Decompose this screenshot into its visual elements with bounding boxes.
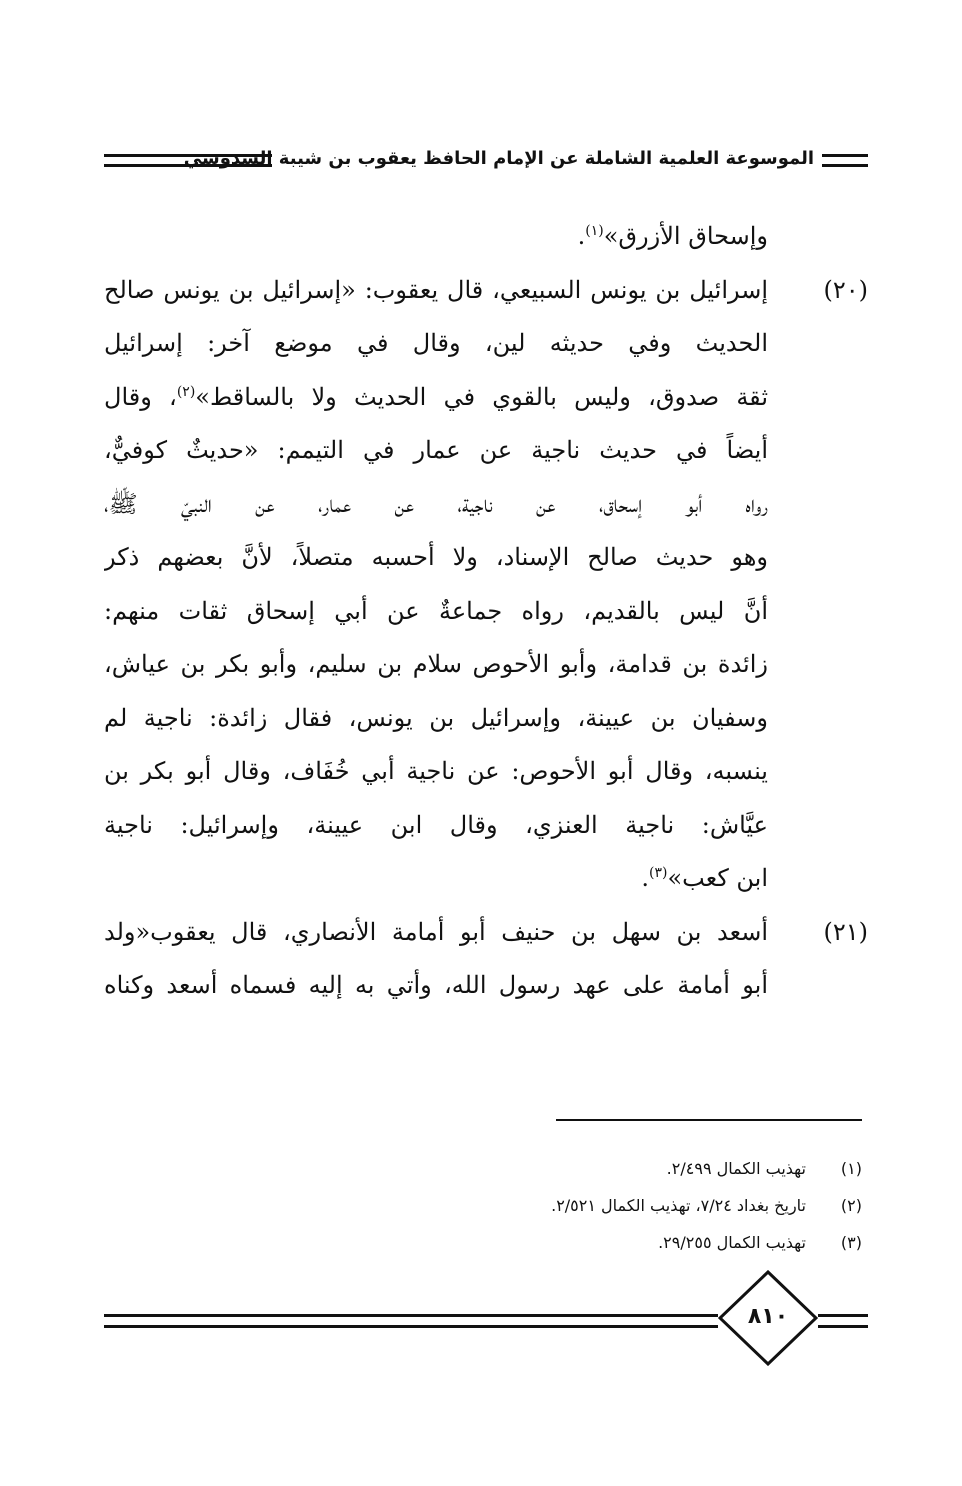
bottom-rule-left (104, 1314, 718, 1328)
entry-line: زائدة بن قدامة، وأبو الأحوص سلام بن سليم، وأبو بكر بن عياش، (104, 650, 768, 678)
footnote (162, 1187, 862, 1224)
entry-line-tail: ، وقال (104, 382, 177, 411)
entry-line: أبو أمامة على عهد رسول الله، وأتي به إليه فسماه أسعد وكناه (104, 971, 768, 999)
intro-text: وإسحاق الأزرق» (603, 222, 768, 250)
footnote-text: تاريخ بغداد ٧/٢٤، تهذيب الكمال ٢/٥٢١. (551, 1196, 806, 1215)
entry-line (104, 371, 868, 425)
entry-line-text: ابن كعب» (667, 864, 768, 892)
entry-line: عيَّاش: ناجية العنزي، وقال ابن عيينة، وإسرائيل: ناجية (104, 810, 768, 839)
intro-line (104, 210, 868, 264)
running-header (104, 146, 868, 176)
entry-number: (٢١) (823, 917, 868, 946)
footnote (162, 1224, 862, 1261)
footnote-ref-2: (٢) (176, 383, 196, 400)
entry-line: رواه أبو إسحاق، عن ناجية، عن عمار، عن النبيّ ﷺ، (104, 489, 768, 518)
entry-line-last (104, 852, 868, 906)
footnote-number: (٢) (840, 1196, 862, 1215)
entry-line: أيضاً في حديث ناجية عن عمار في التيمم: «حديثٌ كوفيٌّ، (104, 436, 768, 464)
entry-line: وهو حديث صالح الإسناد، ولا أحسبه متصلاً، لأنَّ بعضهم ذكر (104, 543, 769, 571)
entry-line: ينسبه، وقال أبو الأحوص: عن ناجية أبي خُفَاف، وقال أبو بكر بن (104, 757, 768, 785)
entry-line: وسفيان بن عيينة، وإسرائيل بن يونس، فقال زائدة: ناجية لم (104, 703, 768, 732)
entry-line-end: . (641, 864, 650, 892)
header-rule-right (822, 154, 868, 167)
entry-20-line-1 (104, 264, 868, 318)
page-number: ٨١٠ (747, 1304, 789, 1329)
footnote-number: (٣) (840, 1233, 862, 1252)
body-text (104, 210, 868, 1013)
footnote-ref-3: (٣) (649, 865, 668, 881)
header-title: الموسوعة العلمية الشاملة عن الإمام الحافظ يعقوب بن شيبة السدوسي (183, 148, 814, 169)
entry-line: أسعد بن سهل بن حنيف أبو أمامة الأنصاري، قال يعقوب«ولد (104, 917, 768, 946)
footnote-separator (556, 1119, 862, 1121)
entry-line: أنَّ ليس بالقديم، رواه جماعةٌ عن أبي إسحاق ثقات منهم: (104, 596, 768, 625)
bottom-rule-right (818, 1314, 868, 1328)
entry-21-line-1 (104, 906, 868, 960)
entry-line: إسرائيل بن يونس السبيعي، قال يعقوب: «إسرائيل بن يونس صالح (104, 275, 768, 304)
footnote-text: تهذيب الكمال ٢٩/٢٥٥. (658, 1233, 806, 1252)
footnote-number: (١) (840, 1159, 862, 1178)
entry-number: (٢٠) (823, 275, 868, 304)
entry-line: الحديث وفي حديثه لين، وقال في موضع آخر: إسرائيل (104, 329, 768, 357)
footnote-text: تهذيب الكمال ٢/٤٩٩. (666, 1159, 806, 1178)
entry-line-text: ثقة صدوق، وليس بالقوي في الحديث ولا بالساقط» (195, 382, 769, 411)
footnote-ref-1: (١) (585, 223, 604, 239)
footnote (162, 1150, 862, 1187)
header-rule-left (104, 154, 272, 167)
footnotes (162, 1150, 862, 1261)
intro-end: . (577, 222, 586, 250)
